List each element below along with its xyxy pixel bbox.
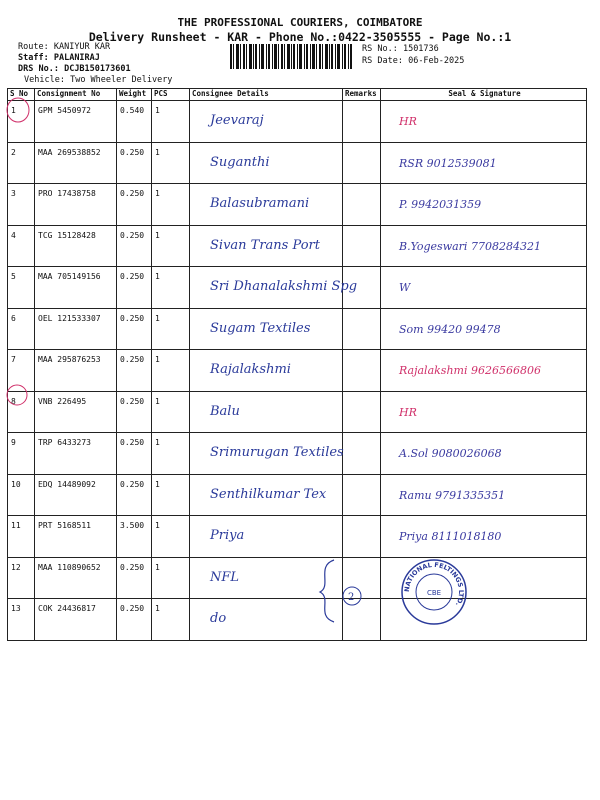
pcs-text: 1	[155, 521, 160, 530]
remarks-cell	[343, 184, 381, 226]
sno-cell	[8, 516, 35, 558]
consignee-text: Jeevaraj	[210, 113, 264, 128]
rs-date-line: RS Date: 06-Feb-2025	[362, 56, 465, 66]
consignment-no-cell	[35, 308, 117, 350]
sno-text: 7	[11, 355, 16, 364]
consignment-no-text: EDQ 14489092	[38, 479, 96, 489]
consignee-cell	[190, 267, 358, 309]
col-consignee: Consignee Details	[190, 89, 343, 101]
signature-text: RSR 9012539081	[399, 156, 497, 170]
vehicle-line: Vehicle: Two Wheeler Delivery	[24, 75, 173, 85]
sno-text: 6	[11, 313, 16, 323]
col-remarks: Remarks	[343, 89, 381, 101]
consignee-cell	[190, 308, 343, 350]
consignment-no-text: OEL 121533307	[38, 313, 101, 323]
signature-cell	[381, 350, 587, 392]
sno-cell	[8, 267, 35, 309]
weight-cell	[117, 433, 152, 475]
consignment-no-text: PRT 5168511	[38, 521, 91, 530]
weight-cell	[117, 184, 152, 226]
weight-cell	[117, 474, 152, 516]
consignment-no-text: PRO 17438758	[38, 189, 96, 198]
consignment-no-cell	[35, 142, 117, 184]
consignment-no-cell	[35, 391, 117, 433]
weight-text: 0.250	[120, 230, 145, 240]
consignment-no-text: GPM 5450972	[38, 106, 91, 115]
signature-cell	[381, 267, 587, 309]
route-value: KANIYUR KAR	[53, 42, 111, 52]
company-title: THE PROFESSIONAL COURIERS, COIMBATORE	[177, 16, 423, 29]
consignment-no-text: COK 24436817	[38, 604, 96, 613]
sno-text: 5	[11, 272, 16, 281]
pcs-text: 1	[155, 355, 160, 364]
table-header-row	[8, 89, 587, 101]
weight-text: 3.500	[120, 521, 145, 530]
remarks-cell	[343, 142, 381, 184]
sno-text: 1	[11, 106, 16, 115]
sno-text: 13	[11, 604, 21, 613]
weight-cell	[117, 225, 152, 267]
consignee-cell	[190, 101, 343, 143]
remarks-cell	[343, 516, 381, 558]
weight-text: 0.250	[120, 189, 145, 198]
rs-date-value: 06-Feb-2025	[408, 56, 465, 66]
consignment-no-cell	[35, 350, 117, 392]
consignment-no-text: TRP 6433273	[38, 438, 91, 447]
consignment-no-cell	[35, 516, 117, 558]
consignee-text: Sri Dhanalakshmi Spg	[210, 279, 358, 294]
pcs-text: 1	[155, 147, 160, 157]
pcs-cell	[152, 433, 190, 475]
signature-cell	[381, 142, 587, 184]
consignee-cell	[190, 391, 343, 433]
sno-text: 10	[11, 479, 21, 489]
signature-text: HR	[399, 115, 417, 128]
signature-text: Rajalakshmi 9626566806	[399, 364, 541, 377]
consignee-cell	[190, 474, 343, 516]
signature-text: HR	[399, 405, 417, 419]
runsheet-table	[7, 88, 587, 641]
pcs-cell	[152, 184, 190, 226]
consignee-text: Sivan Trans Port	[210, 237, 320, 253]
pcs-text: 1	[155, 230, 160, 240]
signature-cell	[381, 516, 587, 558]
consignee-text: Balu	[210, 403, 240, 419]
table-row	[8, 433, 587, 475]
pcs-text: 1	[155, 479, 160, 489]
pcs-text: 1	[155, 106, 160, 115]
signature-cell	[381, 474, 587, 516]
weight-text: 0.250	[120, 313, 145, 323]
col-sno: S No	[8, 89, 35, 101]
pcs-text: 1	[155, 604, 160, 613]
drs-line: DRS No.: DCJB150173601	[18, 64, 131, 74]
signature-cell	[381, 184, 587, 226]
remarks-cell	[343, 391, 381, 433]
pcs-cell	[152, 350, 190, 392]
route-line: Route: KANIYUR KAR	[18, 42, 111, 52]
table-row	[8, 350, 587, 392]
pcs-cell	[152, 142, 190, 184]
consignee-text: Rajalakshmi	[210, 362, 291, 377]
row8-circle-mark	[4, 382, 34, 408]
consignee-cell	[190, 225, 343, 267]
pcs-cell	[152, 557, 190, 599]
table-row	[8, 599, 587, 641]
pcs-text: 1	[155, 438, 160, 447]
sno-cell	[8, 474, 35, 516]
consignment-no-cell	[35, 101, 117, 143]
weight-cell	[117, 142, 152, 184]
signature-cell	[381, 225, 587, 267]
sno-text: 2	[11, 147, 16, 157]
sno-cell	[8, 557, 35, 599]
rs-no-line: RS No.: 1501736	[362, 44, 439, 54]
signature-text: P. 9942031359	[399, 198, 482, 211]
row1-circle-mark	[4, 96, 34, 126]
consignee-text: Suganthi	[210, 154, 270, 170]
consignee-text: Senthilkumar Tex	[210, 486, 327, 502]
consignee-text: Sugam Textiles	[210, 320, 311, 336]
weight-text: 0.250	[120, 396, 145, 406]
signature-cell	[381, 101, 587, 143]
signature-text: Ramu 9791335351	[399, 488, 506, 502]
table-row	[8, 516, 587, 558]
consignee-cell	[190, 516, 343, 558]
table-row	[8, 308, 587, 350]
consignee-cell	[190, 142, 343, 184]
pcs-cell	[152, 391, 190, 433]
consignee-text: do	[210, 611, 227, 626]
weight-text: 0.250	[120, 272, 145, 281]
consignee-cell	[190, 350, 343, 392]
barcode	[230, 44, 352, 69]
signature-text: B.Yogeswari 7708284321	[399, 239, 541, 253]
pcs-text: 1	[155, 189, 160, 198]
sno-cell	[8, 599, 35, 641]
consignment-no-cell	[35, 433, 117, 475]
consignee-text: Balasubramani	[210, 196, 310, 211]
table-row	[8, 184, 587, 226]
pcs-cell	[152, 101, 190, 143]
pcs-cell	[152, 599, 190, 641]
weight-cell	[117, 391, 152, 433]
consignment-no-text: MAA 295876253	[38, 355, 101, 364]
consignment-no-text: MAA 269538852	[38, 147, 101, 157]
table-row	[8, 391, 587, 433]
weight-cell	[117, 516, 152, 558]
signature-text: W	[399, 281, 411, 294]
consignment-no-cell	[35, 474, 117, 516]
sno-text: 11	[11, 521, 21, 530]
remarks-cell	[343, 101, 381, 143]
weight-text: 0.250	[120, 562, 145, 572]
table-row	[8, 101, 587, 143]
sno-cell	[8, 184, 35, 226]
sno-cell	[8, 433, 35, 475]
weight-cell	[117, 599, 152, 641]
weight-cell	[117, 557, 152, 599]
signature-text: Priya 8111018180	[399, 530, 502, 543]
consignment-no-cell	[35, 599, 117, 641]
signature-text: A.Sol 9080026068	[399, 447, 502, 460]
signature-text: Som 99420 99478	[399, 322, 501, 336]
remarks-cell	[343, 433, 381, 475]
runsheet-subtitle: Delivery Runsheet - KAR - Phone No.:0422-3505555 - Page No.:1	[88, 30, 512, 44]
rs-no-value: 1501736	[402, 44, 439, 54]
staff-line: Staff: PALANIRAJ	[18, 53, 100, 63]
consignee-cell	[190, 184, 343, 226]
remarks-cell	[343, 308, 381, 350]
vehicle-value: Two Wheeler Delivery	[70, 75, 173, 85]
weight-cell	[117, 308, 152, 350]
weight-text: 0.250	[120, 479, 145, 489]
weight-cell	[117, 101, 152, 143]
weight-text: 0.540	[120, 106, 145, 115]
col-weight: Weight	[117, 89, 152, 101]
consignee-cell	[190, 433, 343, 475]
consignment-no-text: TCG 15128428	[38, 230, 96, 240]
consignment-no-cell	[35, 267, 117, 309]
pcs-cell	[152, 308, 190, 350]
svg-text:2: 2	[348, 592, 355, 603]
consignment-no-cell	[35, 225, 117, 267]
stamp-center-text: CBE	[426, 589, 442, 597]
sno-text: 4	[11, 230, 16, 240]
consignee-text: Srimurugan Textiles	[210, 445, 344, 460]
consignment-no-text: VNB 226495	[38, 396, 87, 406]
sno-cell	[8, 225, 35, 267]
weight-cell	[117, 350, 152, 392]
signature-cell	[381, 391, 587, 433]
consignment-no-cell	[35, 184, 117, 226]
sno-text: 8	[11, 396, 16, 406]
drs-value: DCJB150173601	[64, 64, 131, 74]
table-row	[8, 225, 587, 267]
bracket-mark	[312, 556, 372, 626]
pcs-text: 1	[155, 562, 160, 572]
col-consignment: Consignment No	[35, 89, 117, 101]
signature-cell	[381, 308, 587, 350]
staff-value: PALANIRAJ	[53, 53, 100, 63]
table-row	[8, 267, 587, 309]
weight-cell	[117, 267, 152, 309]
consignee-text: Priya	[210, 528, 245, 543]
pcs-text: 1	[155, 313, 160, 323]
table-row	[8, 474, 587, 516]
pcs-text: 1	[155, 396, 160, 406]
weight-text: 0.250	[120, 438, 145, 447]
weight-text: 0.250	[120, 604, 145, 613]
col-pcs: PCS	[152, 89, 190, 101]
stamp-ring-text: NATIONAL FELTINGS LTD.	[402, 560, 466, 608]
consignee-text: NFL	[210, 569, 240, 585]
consignment-no-text: MAA 110890652	[38, 562, 101, 572]
col-signature: Seal & Signature	[381, 89, 587, 101]
sno-text: 9	[11, 438, 16, 447]
weight-text: 0.250	[120, 147, 145, 157]
consignment-no-cell	[35, 557, 117, 599]
weight-text: 0.250	[120, 355, 145, 364]
pcs-cell	[152, 225, 190, 267]
sno-text: 3	[11, 189, 16, 198]
remarks-cell	[343, 225, 381, 267]
pcs-cell	[152, 267, 190, 309]
table-row	[8, 557, 587, 599]
pcs-text: 1	[155, 272, 160, 281]
sno-cell	[8, 308, 35, 350]
signature-cell	[381, 433, 587, 475]
remarks-cell	[343, 474, 381, 516]
pcs-cell	[152, 474, 190, 516]
sno-cell	[8, 142, 35, 184]
remarks-cell	[343, 350, 381, 392]
sno-text: 12	[11, 562, 21, 572]
pcs-cell	[152, 516, 190, 558]
consignment-no-text: MAA 705149156	[38, 272, 101, 281]
company-stamp	[400, 558, 468, 626]
table-row	[8, 142, 587, 184]
